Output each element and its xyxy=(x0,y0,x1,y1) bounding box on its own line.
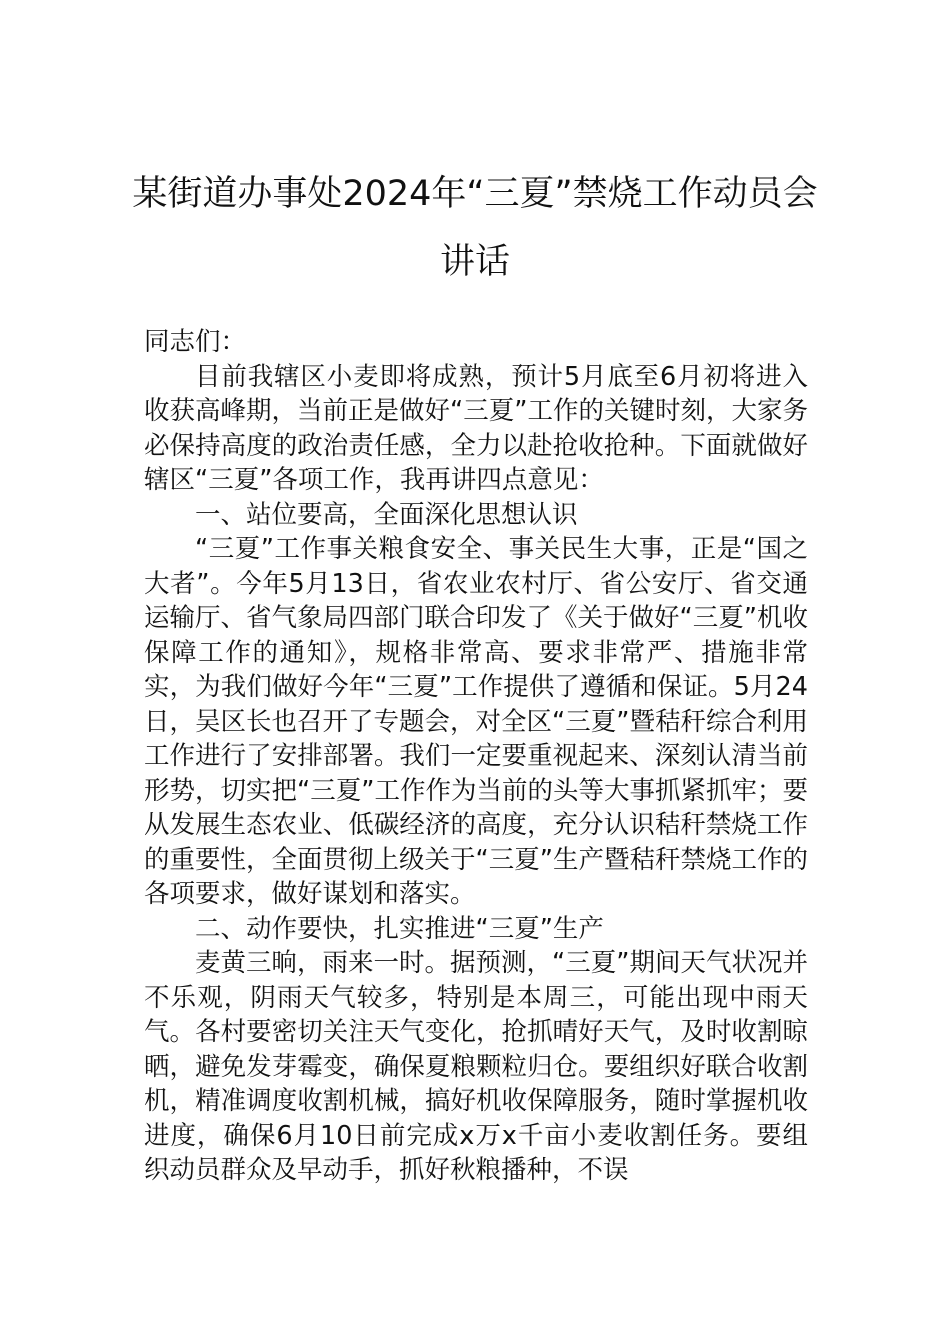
section-heading-1: 一、站位要高，全面深化思想认识 xyxy=(195,499,578,530)
body-paragraph: 麦黄三晌，雨来一时。据预测，“三夏”期间天气状况并不乐观，阴雨天气较多，特别是本周三，可能出现中雨天气。各村要密切关注天气变化，抢抓晴好天气，及时收割晾晒，避免发芽霉变，确保夏粮颗粒归仓。要组织好联合收割机，精准调度收割机械，搞好机收保障服务，随时掌握机收进度，确保6月10日前完成x万x千亩小麦收割任务。要组织动员群众及早动手，抓好秋粮播种，不误 xyxy=(144,948,808,1185)
section-heading-2: 二、动作要快，扎实推进“三夏”生产 xyxy=(195,913,604,944)
salutation: 同志们： xyxy=(144,327,247,357)
body-paragraph: “三夏”工作事关粮食安全、事关民生大事，正是“国之大者”。今年5月13日，省农业农村厅、省公安厅、省交通运输厅、省气象局四部门联合印发了《关于做好“三夏”机收保障工作的通知》，规格非常高、要求非常严、措施非常实，为我们做好今年“三夏”工作提供了遵循和保证。5月24日，吴区长也召开了专题会，对全区“三夏”暨秸秆综合利用工作进行了安排部署。我们一定要重视起来、深刻认清当前形势，切实把“三夏”工作作为当前的头等大事抓紧抓牢；要从发展生态农业、低碳经济的高度，充分认识秸秆禁烧工作的重要性，全面贯彻上级关于“三夏”生产暨秸秆禁烧工作的各项要求，做好谋划和落实。 xyxy=(144,534,808,909)
document-body xyxy=(144,325,808,1188)
body-paragraph: 目前我辖区小麦即将成熟，预计5月底至6月初将进入收获高峰期，当前正是做好“三夏”工作的关键时刻，大家务必保持高度的政治责任感，全力以赴抢收抢种。下面就做好辖区“三夏”各项工作，我再讲四点意见： xyxy=(144,361,808,495)
document-title: 某街道办事处2024年“三夏”禁烧工作动员会讲话 xyxy=(132,174,818,282)
